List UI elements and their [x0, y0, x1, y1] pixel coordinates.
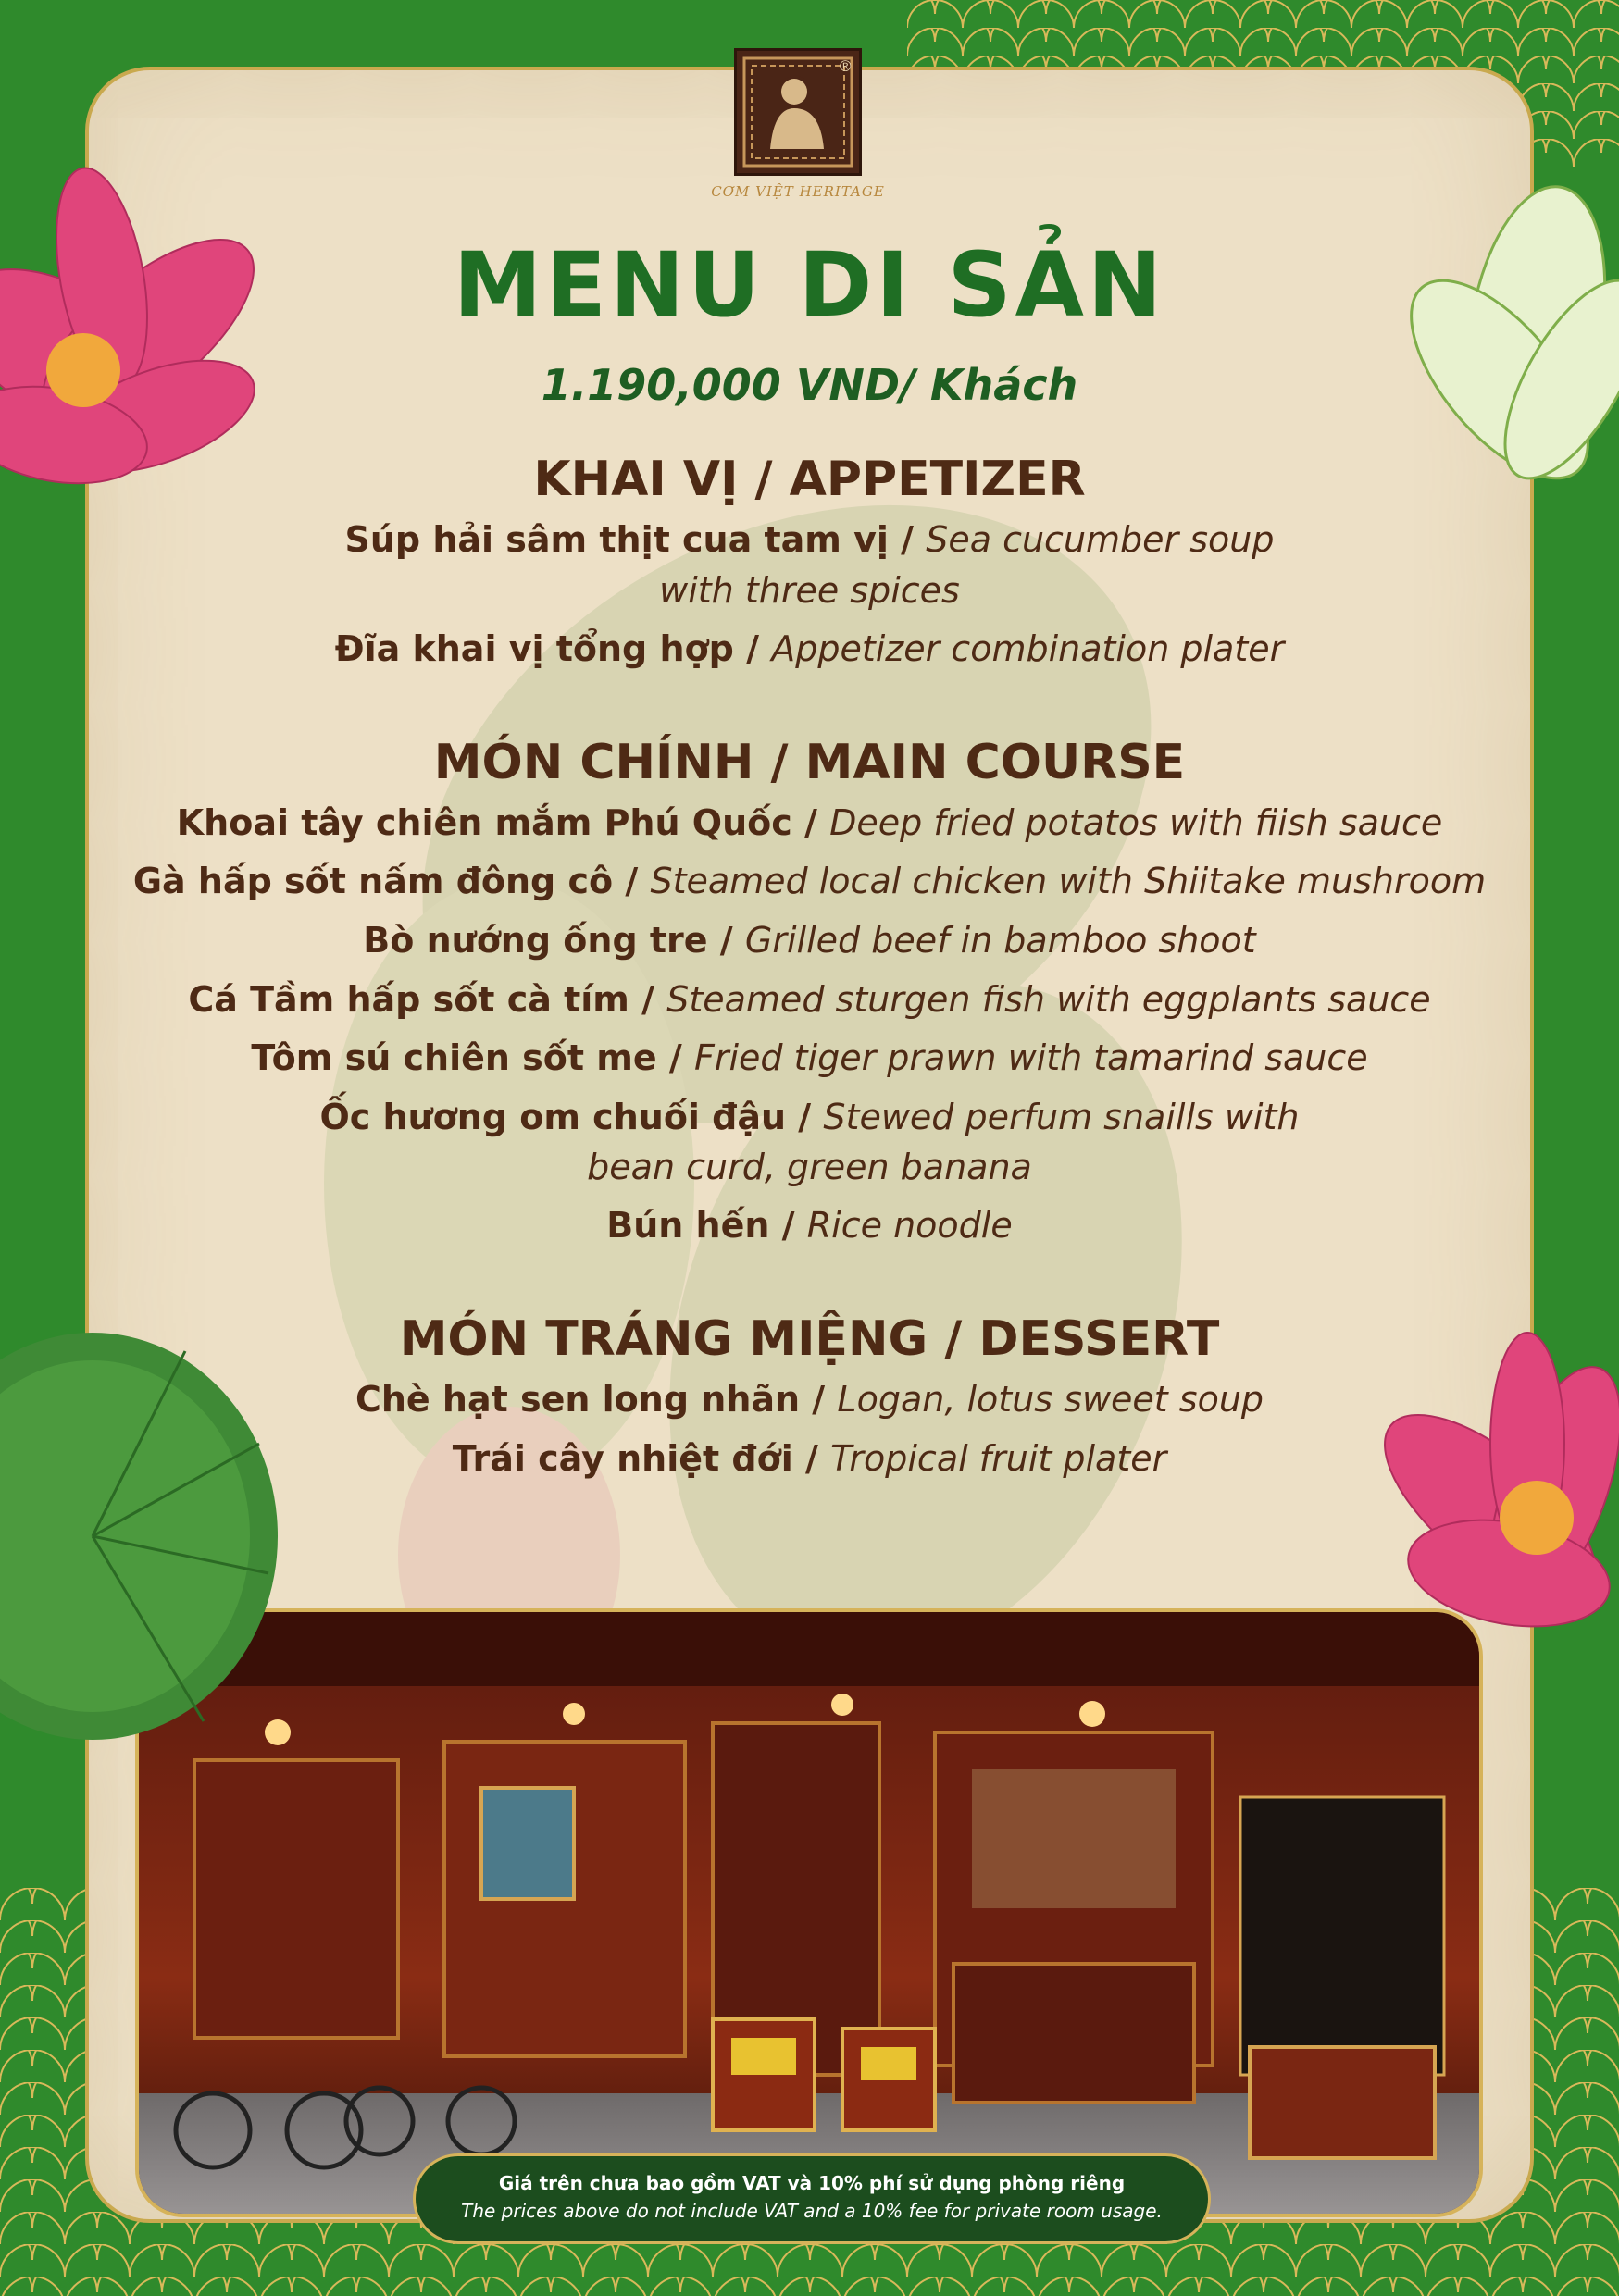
- menu-item-continued: bean curd, green banana: [587, 1147, 1032, 1187]
- item-vi: Súp hải sâm thịt cua tam vị: [344, 519, 889, 560]
- price-note: [413, 2153, 1211, 2244]
- registered-mark: ®: [840, 57, 852, 75]
- interior-illustration: [139, 1612, 1483, 2217]
- menu-item: Chè hạt sen long nhãn / Logan, lotus sweet soup: [355, 1379, 1264, 1420]
- white-lotus-icon: [1389, 139, 1619, 527]
- menu-item: Khoai tây chiên mắm Phú Quốc / Deep fried potatos with fiish sauce: [176, 802, 1443, 843]
- menu-item: Trái cây nhiệt đới / Tropical fruit plater: [452, 1438, 1167, 1479]
- menu-item: Cá Tầm hấp sốt cà tím / Steamed sturgen fish with eggplants sauce: [188, 979, 1431, 1020]
- appetizer-heading: KHAI VỊ / APPETIZER: [533, 452, 1086, 507]
- menu-item: Bò nướng ống tre / Grilled beef in bamboo shoot: [363, 920, 1256, 961]
- menu-price: 1.190,000 VND/ Khách: [541, 360, 1078, 410]
- main-course-heading: MÓN CHÍNH / MAIN COURSE: [433, 735, 1186, 790]
- item-en: with three spices: [659, 570, 960, 611]
- menu-item: Súp hải sâm thịt cua tam vị / Sea cucumber soup: [344, 519, 1275, 560]
- pink-lotus-top-left-icon: [0, 157, 268, 565]
- brand-text: CƠM VIỆT HERITAGE: [711, 183, 885, 200]
- restaurant-interior-photo: [135, 1608, 1483, 2217]
- menu-item: Bún hến / Rice noodle: [606, 1205, 1013, 1246]
- pink-lotus-bottom-right-icon: [1379, 1305, 1619, 1657]
- note-english: The prices above do not include VAT and a 10% fee for private room usage.: [461, 2200, 1163, 2222]
- item-vi: Đĩa khai vị tổng hợp: [334, 628, 734, 669]
- menu-item: Tôm sú chiên sốt me / Fried tiger prawn with tamarind sauce: [251, 1037, 1368, 1078]
- menu-item: Đĩa khai vị tổng hợp / Appetizer combination plater: [334, 628, 1285, 669]
- lotus-leaf-icon: [0, 1333, 278, 1740]
- dessert-heading: MÓN TRÁNG MIỆNG / DESSERT: [399, 1311, 1220, 1367]
- menu-title: MENU DI SẢN: [453, 233, 1166, 337]
- menu-item: Ốc hương om chuối đậu / Stewed perfum snaills with: [319, 1097, 1300, 1137]
- menu-item-continued: [85, 565, 1534, 616]
- item-en: Sea cucumber soup: [926, 519, 1275, 560]
- menu-item: Gà hấp sốt nấm đông cô / Steamed local chicken with Shiitake mushroom: [132, 861, 1487, 901]
- item-en: Appetizer combination plater: [771, 628, 1285, 669]
- note-vietnamese: Giá trên chưa bao gồm VAT và 10% phí sử dụng phòng riêng: [498, 2172, 1126, 2194]
